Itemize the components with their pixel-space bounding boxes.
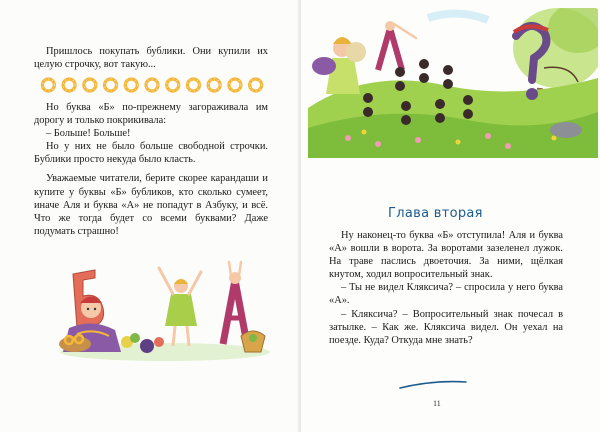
paragraph: Но у них не было больше свободной строчки. Бублики просто некуда было класть. <box>34 141 268 166</box>
chapter-title: Глава вторая <box>388 206 483 221</box>
bagel-row <box>38 77 266 93</box>
left-body-text <box>34 101 268 238</box>
letter-b-and-girl-illustration <box>55 256 275 361</box>
page-number: 11 <box>433 399 441 408</box>
paragraph: Ну наконец-то буква «Б» отступила! Аля и буква «А» вошли в ворота. За воротами зазеленел лужок. На траве паслись двоеточия. За ними, щёлкая кнутом, ходил вопросительный знак. <box>329 230 563 281</box>
paragraph: – Ты не видел Кляксича? – спросила у него буква «А». <box>329 282 563 307</box>
page-ornament <box>398 378 468 390</box>
paragraph: Но буква «Б» по-прежнему загораживала им дорогу и только покрикивала: <box>34 102 268 127</box>
paragraph: Уважаемые читатели, берите скорее карандаши и купите у буквы «Б» бубликов, кто сколько сумеет, иначе Аля и буква «А» не попадут в Азбуку, и всё. Что же тогда будет со всеми буквами? Даже подумать страшно! <box>34 173 268 237</box>
paragraph: – Больше! Больше! <box>46 128 131 140</box>
paragraph: Пришлось покупать бублики. Они купили их целую строчку, вот такую... <box>34 46 268 71</box>
meadow-illustration <box>308 8 598 158</box>
right-body-text <box>329 229 563 347</box>
left-top-paragraph <box>34 45 268 71</box>
paragraph: – Кляксича? – Вопросительный знак почесал в затылке. – Как же. Кляксича видел. Он уехал на поезде. Куда? Откуда мне знать? <box>329 308 563 346</box>
